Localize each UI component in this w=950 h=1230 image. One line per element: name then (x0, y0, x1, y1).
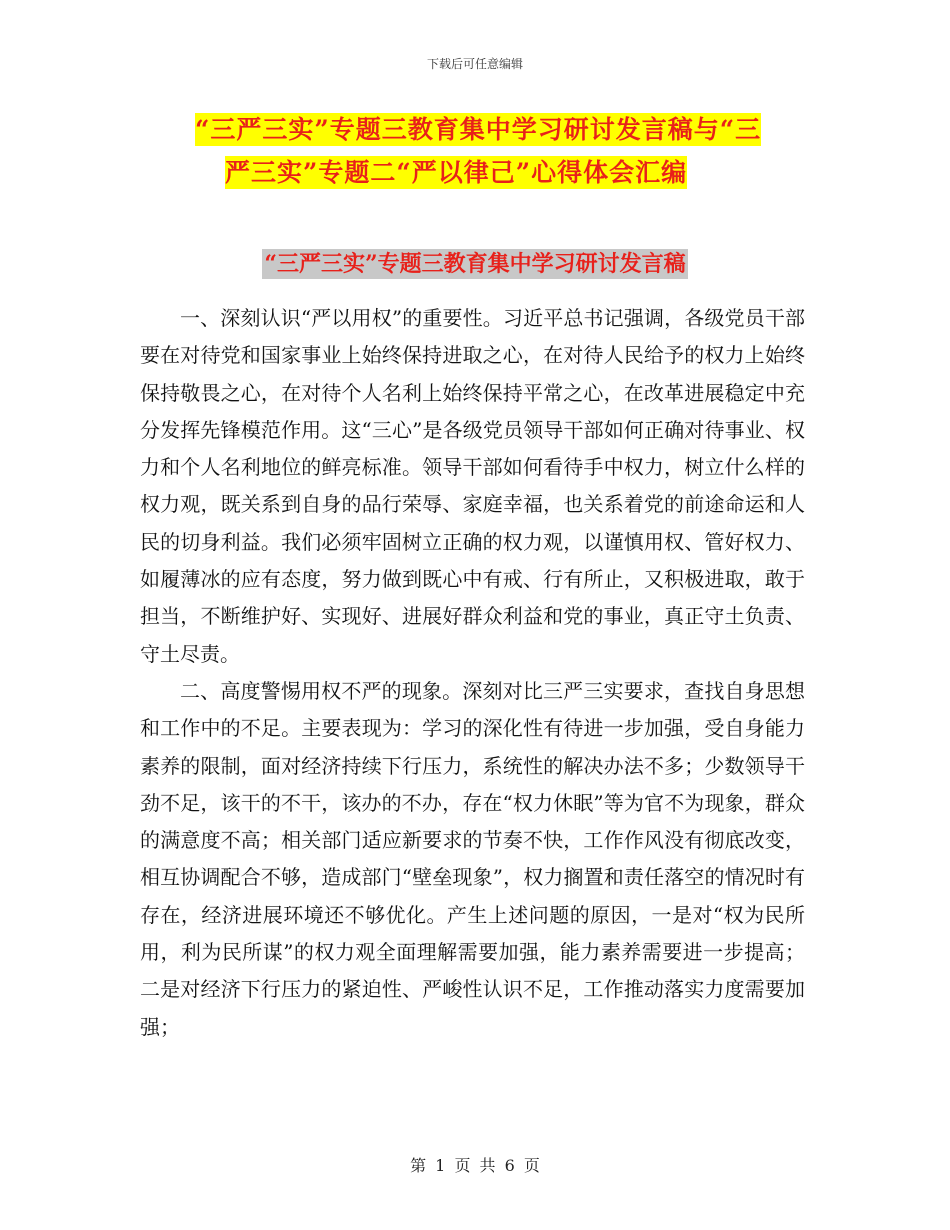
header-note: 下载后可任意编辑 (426, 57, 523, 71)
section-title (0, 247, 950, 278)
page-footer: 第 1 页 共 6 页 (410, 1156, 540, 1175)
document-title-line-1 (140, 108, 810, 151)
title-highlight-2: 严三实”专题二“严以律己”心得体会汇编 (225, 158, 688, 187)
paragraph-2: 二、高度警惕用权不严的现象。深刻对比三严三实要求，查找自身思想和工作中的不足。主要表现为：学习的深化性有待进一步加强，受自身能力素养的限制，面对经济持续下行压力，系统性的解决办法不多；少数领导干劲不足，该干的不干，该办的不办，存在“权力休眠”等为官不为现象，群众的满意度不高；相关部门适应新要求的节奏不快，工作作风没有彻底改变，相互协调配合不够，造成部门“壁垒现象”，权力搁置和责任落空的情况时有存在，经济进展环境还不够优化。产生上述问题的原因，一是对“权为民所用，利为民所谋”的权力观全面理解需要加强，能力素养需要进一步提高；二是对经济下行压力的紧迫性、严峻性认识不足，工作推动落实力度需要加强； (140, 678, 805, 1039)
document-title (140, 108, 810, 194)
paragraph-1: 一、深刻认识“严以用权”的重要性。习近平总书记强调，各级党员干部要在对待党和国家事业上始终保持进取之心，在对待人民给予的权力上始终保持敬畏之心，在对待个人名利上始终保持平常之心，在改革进展稳定中充分发挥先锋模范作用。这“三心”是各级党员领导干部如何正确对待事业、权力和个人名利地位的鲜亮标准。领导干部如何看待手中权力，树立什么样的权力观，既关系到自身的品行荣辱、家庭幸福，也关系着党的前途命运和人民的切身利益。我们必须牢固树立正确的权力观，以谨慎用权、管好权力、如履薄冰的应有态度，努力做到既心中有戒、行有所止，又积极进取，敢于担当，不断维护好、实现好、进展好群众利益和党的事业，真正守土负责、守土尽责。 (140, 306, 805, 666)
section-title-text: “三严三实”专题三教育集中学习研讨发言稿 (264, 251, 686, 277)
body-text (140, 300, 805, 1046)
document-title-line-2 (140, 151, 810, 194)
title-highlight-1: “三严三实”专题三教育集中学习研讨发言稿与“三 (195, 115, 762, 144)
